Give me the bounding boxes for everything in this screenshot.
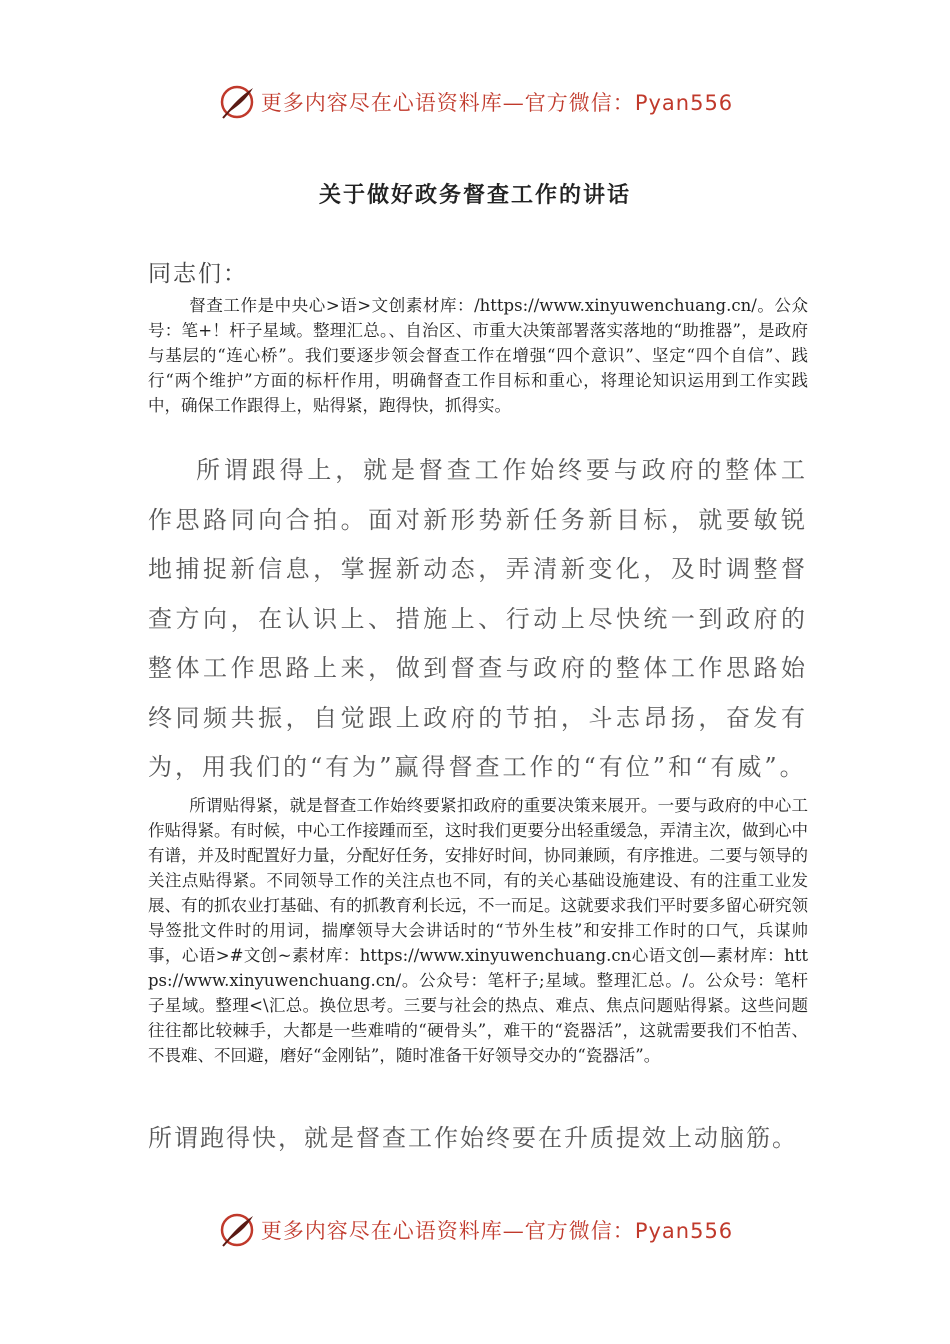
banner-text: 更多内容尽在心语资料库—官方微信：Pyan556 [260, 91, 734, 115]
wechat-handle: Pyan556 [634, 91, 734, 115]
wechat-handle: Pyan556 [634, 1219, 734, 1243]
footer-banner [0, 1208, 950, 1252]
page-title: 关于做好政务督查工作的讲话 [318, 182, 631, 208]
banner-text: 更多内容尽在心语资料库—官方微信：Pyan556 [260, 1219, 734, 1243]
quill-logo-icon [217, 1210, 257, 1250]
greeting: 同志们： [148, 261, 248, 287]
paragraph-keep-up: 所谓跟得上，就是督查工作始终要与政府的整体工作思路同向合拍。面对新形势新任务新目标，就要敏锐地捕捉新信息，掌握新动态，弄清新变化，及时调整督查方向，在认识上、措施上、行动上尽快统一到政府的整体工作思路上来，做到督查与政府的整体工作思路始终同频共振，自觉跟上政府的节拍，斗志昂扬，奋发有为，用我们的“有为”赢得督查工作的“有位”和“有威”。 [148, 456, 808, 781]
paragraph-intro: 督查工作是中央心>语>文创素材库：/https://www.xinyuwenchuang.cn/。公众号：笔+！杆子星域。整理汇总。、自治区、市重大决策部署落实落地的“助推器”，是政府与基层的“连心桥”。我们要逐步领会督查工作在增强“四个意识”、坚定“四个自信”、践行“两个维护”方面的标杆作用，明确督查工作目标和重心，将理论知识运用到工作实践中，确保工作跟得上，贴得紧，跑得快，抓得实。 [148, 296, 808, 415]
quill-logo-icon [217, 82, 257, 122]
paragraph-stay-close: 所谓贴得紧，就是督查工作始终要紧扣政府的重要决策来展开。一要与政府的中心工作贴得紧。有时候，中心工作接踵而至，这时我们更要分出轻重缓急，弄清主次，做到心中有谱，并及时配置好力量，分配好任务，安排好时间，协同兼顾，有序推进。二要与领导的关注点贴得紧。不同领导工作的关注点也不同，有的关心基础设施建设、有的注重工业发展、有的抓农业打基础、有的抓教育利长远，不一而足。这就要求我们平时要多留心研究领导签批文件时的用词，揣摩领导大会讲话时的“节外生枝”和安排工作时的口气，兵谋帅事，心语>#文创~素材库：https://www.xinyuwenchuang.cn心语文创—素材库：https://www.xinyuwenchuang.cn/。公众号：笔杆子;星域。整理汇总。/。公众号：笔杆子星域。整理<\汇总。换位思考。三要与社会的热点、难点、焦点问题贴得紧。这些问题往往都比较棘手，大都是一些难啃的“硬骨头”，难干的“瓷器活”，这就需要我们不怕苦、不畏难、不回避，磨好“金刚钻”，随时准备干好领导交办的“瓷器活”。 [148, 796, 808, 1065]
header-banner [0, 80, 950, 124]
paragraph-run-fast: 所谓跑得快，就是督查工作始终要在升质提效上动脑筋。 [148, 1124, 798, 1152]
